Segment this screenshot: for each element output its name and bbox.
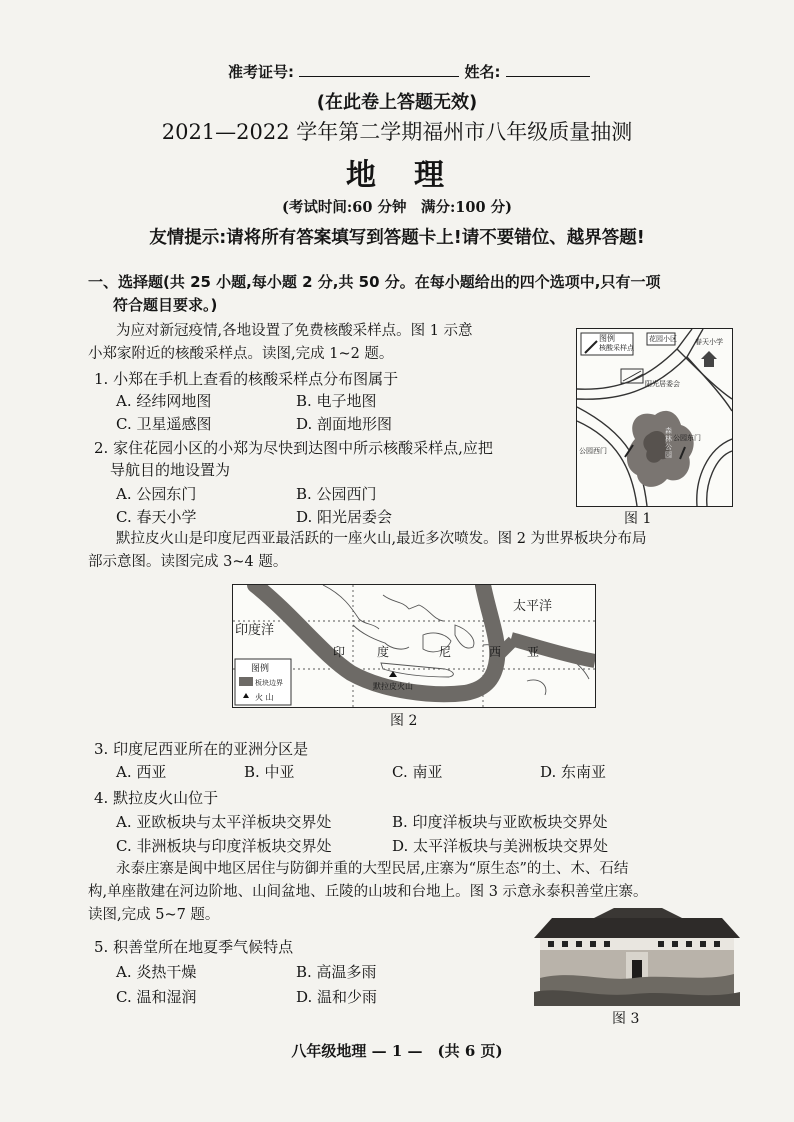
q4-option-b: B. 印度洋板块与亚欧板块交界处	[392, 813, 608, 831]
invalid-note: (在此卷上答题无效)	[316, 92, 478, 113]
intro2-line1: 默拉皮火山是印度尼西亚最活跃的一座火山,最近多次喷发。图 2 为世界板块分布局	[116, 531, 647, 547]
q5-option-b: B. 高温多雨	[296, 963, 377, 981]
exam-id-field	[299, 62, 459, 77]
question-3-stem: 3. 印度尼西亚所在的亚洲分区是	[94, 740, 309, 758]
q3-option-b: B. 中亚	[244, 763, 295, 781]
q2-option-d: D. 阳光居委会	[296, 508, 393, 526]
figure-1-map	[576, 328, 733, 507]
question-2-stem	[94, 437, 493, 481]
intro3-line1: 永泰庄寨是闽中地区居住与防御并重的大型民居,庄寨为“原生态”的土、木、石结	[116, 861, 629, 877]
section-heading-line2: 符合题目要求。)	[113, 296, 218, 314]
fig2-label-ya: 亚	[527, 645, 540, 659]
q2-option-b: B. 公园西门	[296, 485, 377, 503]
question-4-stem: 4. 默拉皮火山位于	[94, 789, 219, 807]
figure-2-caption: 图 2	[390, 713, 418, 729]
q2-option-c: C. 春天小学	[116, 508, 197, 526]
figure-2-map	[232, 584, 596, 708]
q1-option-d: D. 剖面地形图	[296, 415, 393, 433]
q1-option-b: B. 电子地图	[296, 392, 377, 410]
name-field	[506, 62, 590, 77]
intro-paragraph-1	[88, 320, 558, 366]
page-footer: 八年级地理 — 1 — (共 6 页)	[291, 1042, 503, 1060]
question-1-stem: 1. 小郑在手机上查看的核酸采样点分布图属于	[94, 370, 399, 388]
friendly-tip: 友情提示:请将所有答案填写到答题卡上!请不要错位、越界答题!	[149, 228, 645, 248]
fig2-indian-ocean: 印度洋	[235, 623, 275, 638]
q5-option-a: A. 炎热干燥	[116, 963, 197, 981]
fig2-label-xi: 西	[489, 645, 502, 659]
q2-option-a: A. 公园东门	[116, 485, 197, 503]
subject-title: 地 理	[346, 158, 448, 193]
fig2-legend-title: 图例	[251, 664, 270, 674]
fig1-committee-label: 阳光居委会	[645, 380, 680, 388]
q5-option-d: D. 温和少雨	[296, 988, 378, 1006]
fig1-west-gate: 公园西门	[579, 447, 607, 455]
q3-option-a: A. 西亚	[116, 763, 167, 781]
fig1-park-name: 森林公园	[665, 427, 672, 459]
figure-3-building-illustration	[534, 908, 740, 1006]
intro3-line2: 构,单座散建在河边阶地、山间盆地、丘陵的山坡和台地上。图 3 示意永泰积善堂庄寨。	[88, 884, 648, 900]
intro-paragraph-2	[88, 528, 748, 574]
q1-option-c: C. 卫星遥感图	[116, 415, 212, 433]
fig1-park-label: 花园小区	[649, 335, 677, 343]
figure-1-map-drawing	[577, 329, 732, 506]
section-heading	[88, 271, 660, 317]
fig2-legend-volcano: 火 山	[255, 693, 274, 702]
q2-stem-line1: 2. 家住花园小区的小郑为尽快到达图中所示核酸采样点,应把	[94, 439, 493, 457]
exam-info: (考试时间:60 分钟 满分:100 分)	[282, 199, 512, 216]
fig2-legend-boundary: 板块边界	[255, 679, 283, 687]
fig2-merapi-label: 默拉皮火山	[373, 682, 413, 691]
fig1-east-gate: 公园东门	[673, 434, 701, 442]
exam-id-label: 准考证号:	[228, 63, 294, 81]
fig1-legend-title: 图例	[599, 334, 615, 343]
intro3-line3: 读图,完成 5~7 题。	[88, 907, 220, 923]
intro1-line2: 小郑家附近的核酸采样点。读图,完成 1~2 题。	[88, 346, 394, 362]
name-label: 姓名:	[464, 63, 501, 81]
fig1-school-label: 春天小学	[695, 338, 723, 346]
intro2-line2: 部示意图。读图完成 3~4 题。	[88, 554, 288, 570]
q4-option-d: D. 太平洋板块与美洲板块交界处	[392, 837, 609, 855]
fig2-label-du: 度	[377, 645, 390, 659]
q3-option-d: D. 东南亚	[540, 763, 607, 781]
figure-3-photo	[534, 908, 740, 1006]
intro1-line1: 为应对新冠疫情,各地设置了免费核酸采样点。图 1 示意	[116, 323, 473, 339]
exam-id-line	[228, 62, 590, 82]
q1-option-a: A. 经纬网地图	[116, 392, 212, 410]
fig2-label-yin: 印	[333, 645, 346, 659]
q3-option-c: C. 南亚	[392, 763, 443, 781]
question-5-stem: 5. 积善堂所在地夏季气候特点	[94, 938, 294, 956]
q5-option-c: C. 温和湿润	[116, 988, 197, 1006]
fig1-legend-item: 核酸采样点	[599, 344, 634, 352]
fig2-label-ni: 尼	[439, 645, 452, 659]
fig2-pacific: 太平洋	[513, 599, 553, 614]
q2-stem-line2: 导航目的地设置为	[110, 461, 231, 479]
section-heading-line1: 一、选择题(共 25 小题,每小题 2 分,共 50 分。在每小题给出的四个选项中,只有一项	[88, 273, 661, 291]
q4-option-a: A. 亚欧板块与太平洋板块交界处	[116, 813, 332, 831]
q4-option-c: C. 非洲板块与印度洋板块交界处	[116, 837, 332, 855]
figure-1-caption: 图 1	[624, 511, 652, 527]
figure-3-caption: 图 3	[612, 1011, 640, 1027]
exam-title: 2021—2022 学年第二学期福州市八年级质量抽测	[161, 120, 633, 144]
